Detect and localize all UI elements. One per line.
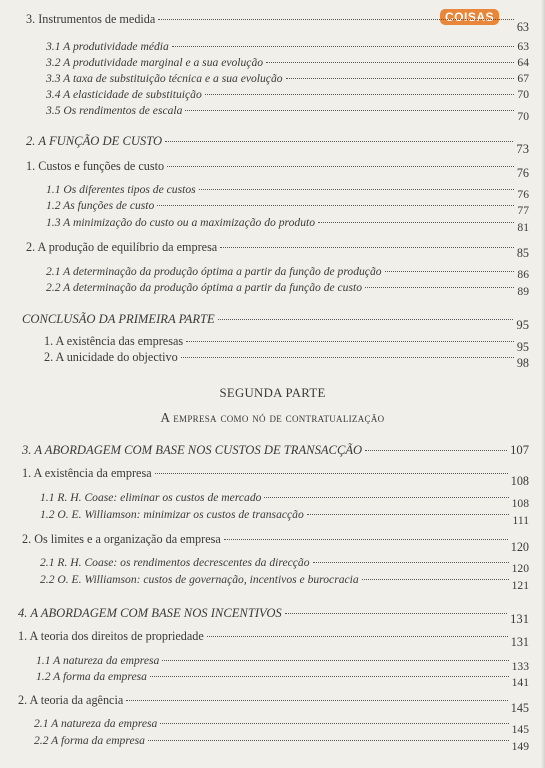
toc-entry [18,629,529,649]
leader-dots [205,94,515,95]
toc-entry-title: 1.2 O. E. Williamson: minimizar os custos de transacção [40,508,304,521]
toc-entry-title: 2. A produção de equilíbrio da empresa [26,240,218,254]
toc-entry-page: 63 [516,20,529,34]
toc-entry [44,334,529,354]
leader-dots [186,341,514,342]
leader-dots [318,222,514,223]
toc-entry-page: 77 [517,204,529,217]
leader-dots [150,676,509,677]
toc-entry [26,12,529,34]
toc-entry [46,281,529,298]
toc-chapter [22,312,529,332]
toc-entry [22,466,529,488]
leader-dots [313,562,509,563]
toc-entry [46,56,529,69]
toc-entry-title: 2.1 A determinação da produção óptima a partir da função de produção [46,265,382,278]
leader-dots [165,141,513,142]
toc-entry-title: 1.1 R. H. Coase: eliminar os custos de mercado [40,491,262,504]
leader-dots [157,205,514,206]
toc-entry [40,491,529,510]
leader-dots [148,740,509,741]
toc-entry-page: 131 [510,635,529,649]
toc-entry-title: 2.1 R. H. Coase: os rendimentos decrescentes da direcção [40,556,310,569]
toc-entry [46,72,529,85]
toc-entry-page: 131 [510,612,529,626]
toc-entry-page: 64 [517,56,529,69]
leader-dots [362,579,509,580]
toc-entry-page: 89 [517,285,529,298]
toc-entry [46,199,529,217]
toc-entry [46,183,529,201]
toc-entry-page: 111 [512,514,529,527]
toc-entry [40,573,529,592]
toc-entry-title: 1. Custos e funções de custo [26,159,165,173]
toc-entry-page: 145 [511,723,529,736]
part-subheading: A empresa como nó de contratualização [160,410,385,425]
toc-entry [34,717,529,736]
leader-dots [307,514,510,515]
toc-entry-title: 1.3 A minimização do custo ou a maximização do produto [46,216,316,229]
page-edge-shadow [541,0,545,768]
leader-dots [264,497,508,498]
toc-chapter-title: 2. A FUNÇÃO DE CUSTO [26,134,163,148]
toc-entry [46,104,529,123]
toc-entry-title: 3.5 Os rendimentos de escala [46,104,183,117]
toc-entry-page: 121 [511,579,529,592]
toc-entry [46,88,529,101]
toc-chapter [22,443,529,458]
part-heading: SEGUNDA PARTE [219,386,326,400]
leader-dots [365,450,507,451]
toc-entry-page: 70 [517,88,529,101]
toc-entry-page: 98 [516,356,529,370]
toc-entry-page: 86 [517,268,529,281]
toc-entry-page: 63 [517,40,529,53]
toc-entry [46,40,529,53]
leader-dots [185,110,514,111]
toc-entry [34,734,529,753]
leader-dots [181,357,514,358]
toc-entry-title: 3.4 A elasticidade de substituição [46,88,202,101]
toc-entry-title: 3.1 A produtividade média [46,40,169,53]
leader-dots [160,723,508,724]
toc-entry-page: 107 [510,443,529,457]
toc-chapter-title: 4. A ABORDAGEM COM BASE NOS INCENTIVOS [18,606,282,620]
toc-entry-title: 2.2 A determinação da produção óptima a partir da função de custo [46,281,363,294]
toc-entry [26,159,529,180]
leader-dots [365,287,514,288]
toc-entry-page: 108 [510,474,529,488]
toc-entry-title: 1.2 A forma da empresa [36,670,147,683]
toc-entry [22,532,529,554]
toc-entry-page: 149 [511,740,529,753]
toc-entry-page: 95 [516,340,529,354]
toc-entry-page: 76 [517,188,529,201]
toc-entry-title: 2.2 A forma da empresa [34,734,145,747]
leader-dots [285,613,507,614]
toc-entry-title: 2. A teoria da agência [18,693,124,707]
toc-entry-title: 1. A teoria dos direitos de propriedade [18,629,204,643]
toc-entry-page: 76 [516,166,529,180]
leader-dots [224,539,508,540]
toc-entry [40,508,529,527]
toc-entry-title: 2.2 O. E. Williamson: custos de governação, incentivos e burocracia [40,573,359,586]
toc-entry-title: 1. A existência das empresas [44,334,184,348]
toc-entry [36,654,529,673]
leader-dots [172,46,515,47]
toc-entry-page: 120 [511,562,529,575]
toc-entry-page: 67 [517,72,529,85]
leader-dots [167,166,514,167]
toc-entry-title: 2. Os limites e a organização da empresa [22,532,221,546]
toc-entry-page: 145 [510,701,529,715]
toc-entry-title: 1. A existência da empresa [22,466,152,480]
toc-entry-page: 73 [516,142,529,156]
toc-entry-page: 85 [516,246,529,260]
leader-dots [162,660,508,661]
leader-dots [286,78,515,79]
leader-dots [266,62,514,63]
leader-dots [207,636,508,637]
toc-entry-title: 1.1 Os diferentes tipos de custos [46,183,196,196]
toc-entry-page: 95 [516,318,529,332]
toc-entry-title: 3. Instrumentos de medida [26,12,156,26]
toc-chapter-title: CONCLUSÃO DA PRIMEIRA PARTE [22,312,215,326]
leader-dots [199,189,515,190]
toc-entry-title: 2. A unicidade do objectivo [44,350,178,364]
toc-entry-title: 2.1 A natureza da empresa [34,717,158,730]
toc-chapter [26,134,529,156]
toc-entry [44,350,529,370]
toc-entry [18,693,529,715]
leader-dots [158,19,514,20]
toc-entry-page: 70 [517,110,529,123]
toc-entry [40,556,529,575]
toc-entry-page: 120 [510,540,529,554]
toc-entry-page: 81 [517,221,529,234]
toc-entry-title: 3.3 A taxa de substituição técnica e a sua evolução [46,72,283,85]
toc-entry-page: 141 [511,676,529,689]
toc-entry [46,216,529,234]
toc-entry [36,670,529,689]
toc-entry-title: 3.2 A produtividade marginal e a sua evolução [46,56,264,69]
toc-entry-title: 1.2 As funções de custo [46,199,155,212]
watermark-logo: COISAS [440,9,499,25]
leader-dots [218,319,514,320]
toc-entry-title: 1.1 A natureza da empresa [36,654,160,667]
toc-entry-page: 108 [511,497,529,510]
leader-dots [385,271,515,272]
leader-dots [155,473,508,474]
toc-chapter [18,606,529,626]
toc-chapter-title: 3. A ABORDAGEM COM BASE NOS CUSTOS DE TRANSACÇÃO [22,443,363,457]
toc-entry [26,240,529,260]
leader-dots [220,247,514,248]
leader-dots [126,700,507,701]
toc-entry [46,265,529,281]
toc-entry-page: 133 [511,660,529,673]
